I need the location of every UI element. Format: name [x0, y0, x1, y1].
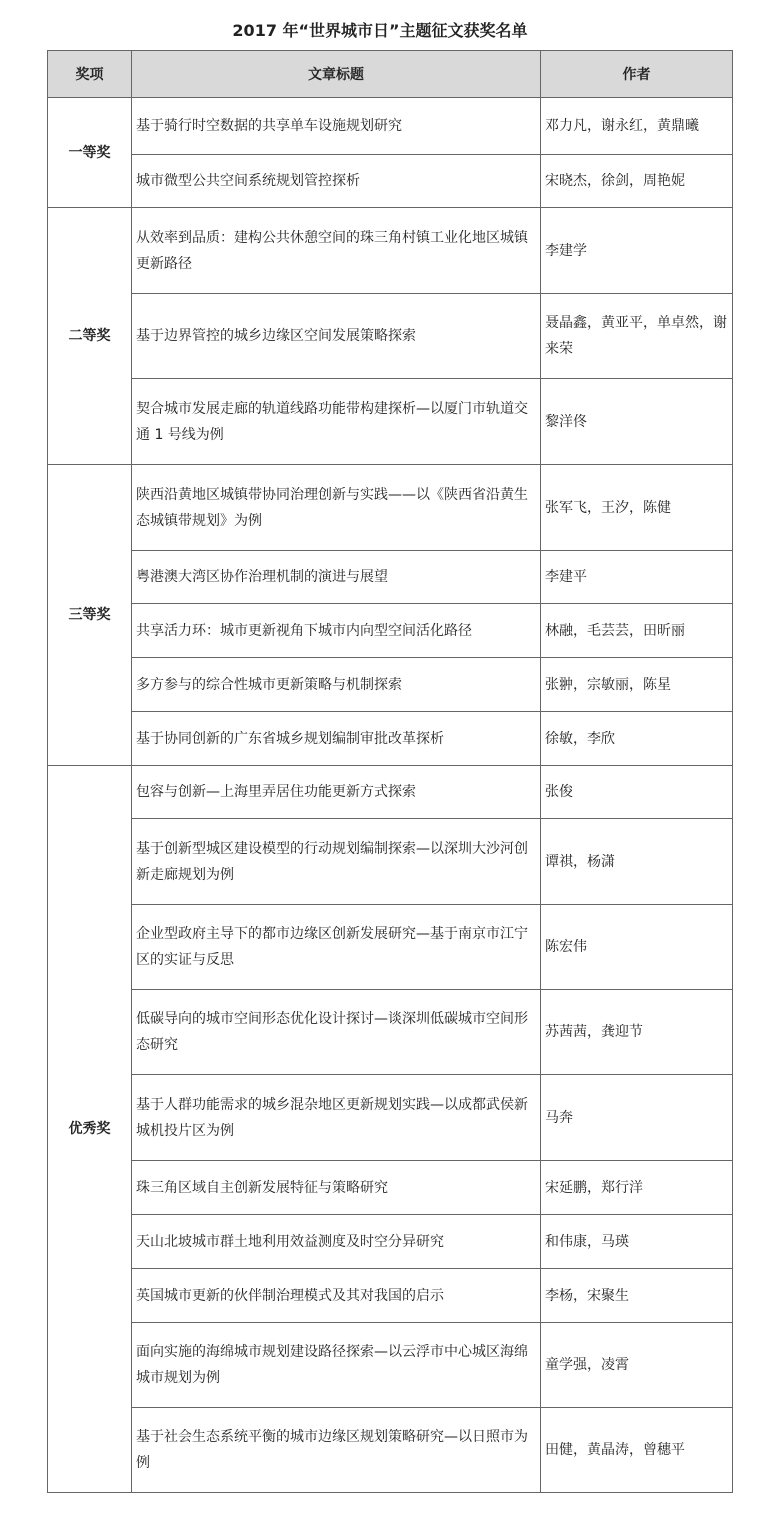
table-row: [48, 1075, 733, 1161]
author-cell: 林融，毛芸芸，田昕丽: [541, 604, 733, 658]
table-row: [48, 658, 733, 712]
table-row: [48, 294, 733, 379]
article-title-cell: 基于创新型城区建设模型的行动规划编制探索—以深圳大沙河创新走廊规划为例: [132, 819, 541, 905]
article-title-cell: 基于协同创新的广东省城乡规划编制审批改革探析: [132, 712, 541, 766]
table-row: [48, 1161, 733, 1215]
table-row: [48, 712, 733, 766]
article-title-cell: 基于人群功能需求的城乡混杂地区更新规划实践—以成都武侯新城机投片区为例: [132, 1075, 541, 1161]
article-title-cell: 契合城市发展走廊的轨道线路功能带构建探析—以厦门市轨道交通 1 号线为例: [132, 379, 541, 465]
header-author: 作者: [541, 51, 733, 98]
table-row: [48, 465, 733, 551]
author-cell: 陈宏伟: [541, 905, 733, 990]
award-level-cell: 三等奖: [48, 465, 132, 766]
table-row: [48, 1323, 733, 1408]
table-row: [48, 379, 733, 465]
table-row: [48, 819, 733, 905]
table-row: [48, 604, 733, 658]
author-cell: 黎洋佟: [541, 379, 733, 465]
author-cell: 宋晓杰，徐剑，周艳妮: [541, 155, 733, 208]
award-level-cell: 优秀奖: [48, 766, 132, 1493]
table-row: [48, 1408, 733, 1493]
article-title-cell: 英国城市更新的伙伴制治理模式及其对我国的启示: [132, 1269, 541, 1323]
author-cell: 张俊: [541, 766, 733, 819]
author-cell: 和伟康，马瑛: [541, 1215, 733, 1269]
article-title-cell: 基于边界管控的城乡边缘区空间发展策略探索: [132, 294, 541, 379]
table-row: [48, 98, 733, 155]
awards-table: [47, 50, 733, 1493]
author-cell: 谭祺，杨潇: [541, 819, 733, 905]
article-title-cell: 基于社会生态系统平衡的城市边缘区规划策略研究—以日照市为例: [132, 1408, 541, 1493]
article-title-cell: 城市微型公共空间系统规划管控探析: [132, 155, 541, 208]
table-row: [48, 1269, 733, 1323]
author-cell: 童学强，凌霄: [541, 1323, 733, 1408]
award-level-cell: 一等奖: [48, 98, 132, 208]
author-cell: 苏茜茜，龚迎节: [541, 990, 733, 1075]
author-cell: 徐敏，李欣: [541, 712, 733, 766]
table-row: [48, 905, 733, 990]
article-title-cell: 面向实施的海绵城市规划建设路径探索—以云浮市中心城区海绵城市规划为例: [132, 1323, 541, 1408]
table-row: [48, 1215, 733, 1269]
page-title: 2017 年“世界城市日”主题征文获奖名单: [232, 21, 528, 40]
awards-table-body: [48, 98, 733, 1493]
article-title-cell: 天山北坡城市群土地利用效益测度及时空分异研究: [132, 1215, 541, 1269]
author-cell: 聂晶鑫，黄亚平，单卓然，谢来荣: [541, 294, 733, 379]
article-title-cell: 多方参与的综合性城市更新策略与机制探索: [132, 658, 541, 712]
article-title-cell: 低碳导向的城市空间形态优化设计探讨—谈深圳低碳城市空间形态研究: [132, 990, 541, 1075]
award-level-cell: 二等奖: [48, 208, 132, 465]
article-title-cell: 从效率到品质：建构公共休憩空间的珠三角村镇工业化地区城镇更新路径: [132, 208, 541, 294]
author-cell: 宋延鹏，郑行洋: [541, 1161, 733, 1215]
author-cell: 张翀，宗敏丽，陈星: [541, 658, 733, 712]
article-title-cell: 陕西沿黄地区城镇带协同治理创新与实践——以《陕西省沿黄生态城镇带规划》为例: [132, 465, 541, 551]
header-row: [48, 51, 733, 98]
article-title-cell: 粤港澳大湾区协作治理机制的演进与展望: [132, 551, 541, 604]
author-cell: 邓力凡，谢永红，黄鼎曦: [541, 98, 733, 155]
author-cell: 李杨，宋聚生: [541, 1269, 733, 1323]
table-row: [48, 551, 733, 604]
article-title-cell: 包容与创新—上海里弄居住功能更新方式探索: [132, 766, 541, 819]
header-article-title: 文章标题: [132, 51, 541, 98]
author-cell: 张军飞，王汐，陈健: [541, 465, 733, 551]
table-row: [48, 766, 733, 819]
article-title-cell: 基于骑行时空数据的共享单车设施规划研究: [132, 98, 541, 155]
author-cell: 马奔: [541, 1075, 733, 1161]
header-award: 奖项: [48, 51, 132, 98]
table-row: [48, 155, 733, 208]
article-title-cell: 企业型政府主导下的都市边缘区创新发展研究—基于南京市江宁区的实证与反思: [132, 905, 541, 990]
author-cell: 李建平: [541, 551, 733, 604]
author-cell: 李建学: [541, 208, 733, 294]
table-row: [48, 208, 733, 294]
author-cell: 田健，黄晶涛，曾穗平: [541, 1408, 733, 1493]
article-title-cell: 珠三角区域自主创新发展特征与策略研究: [132, 1161, 541, 1215]
table-row: [48, 990, 733, 1075]
article-title-cell: 共享活力环：城市更新视角下城市内向型空间活化路径: [132, 604, 541, 658]
